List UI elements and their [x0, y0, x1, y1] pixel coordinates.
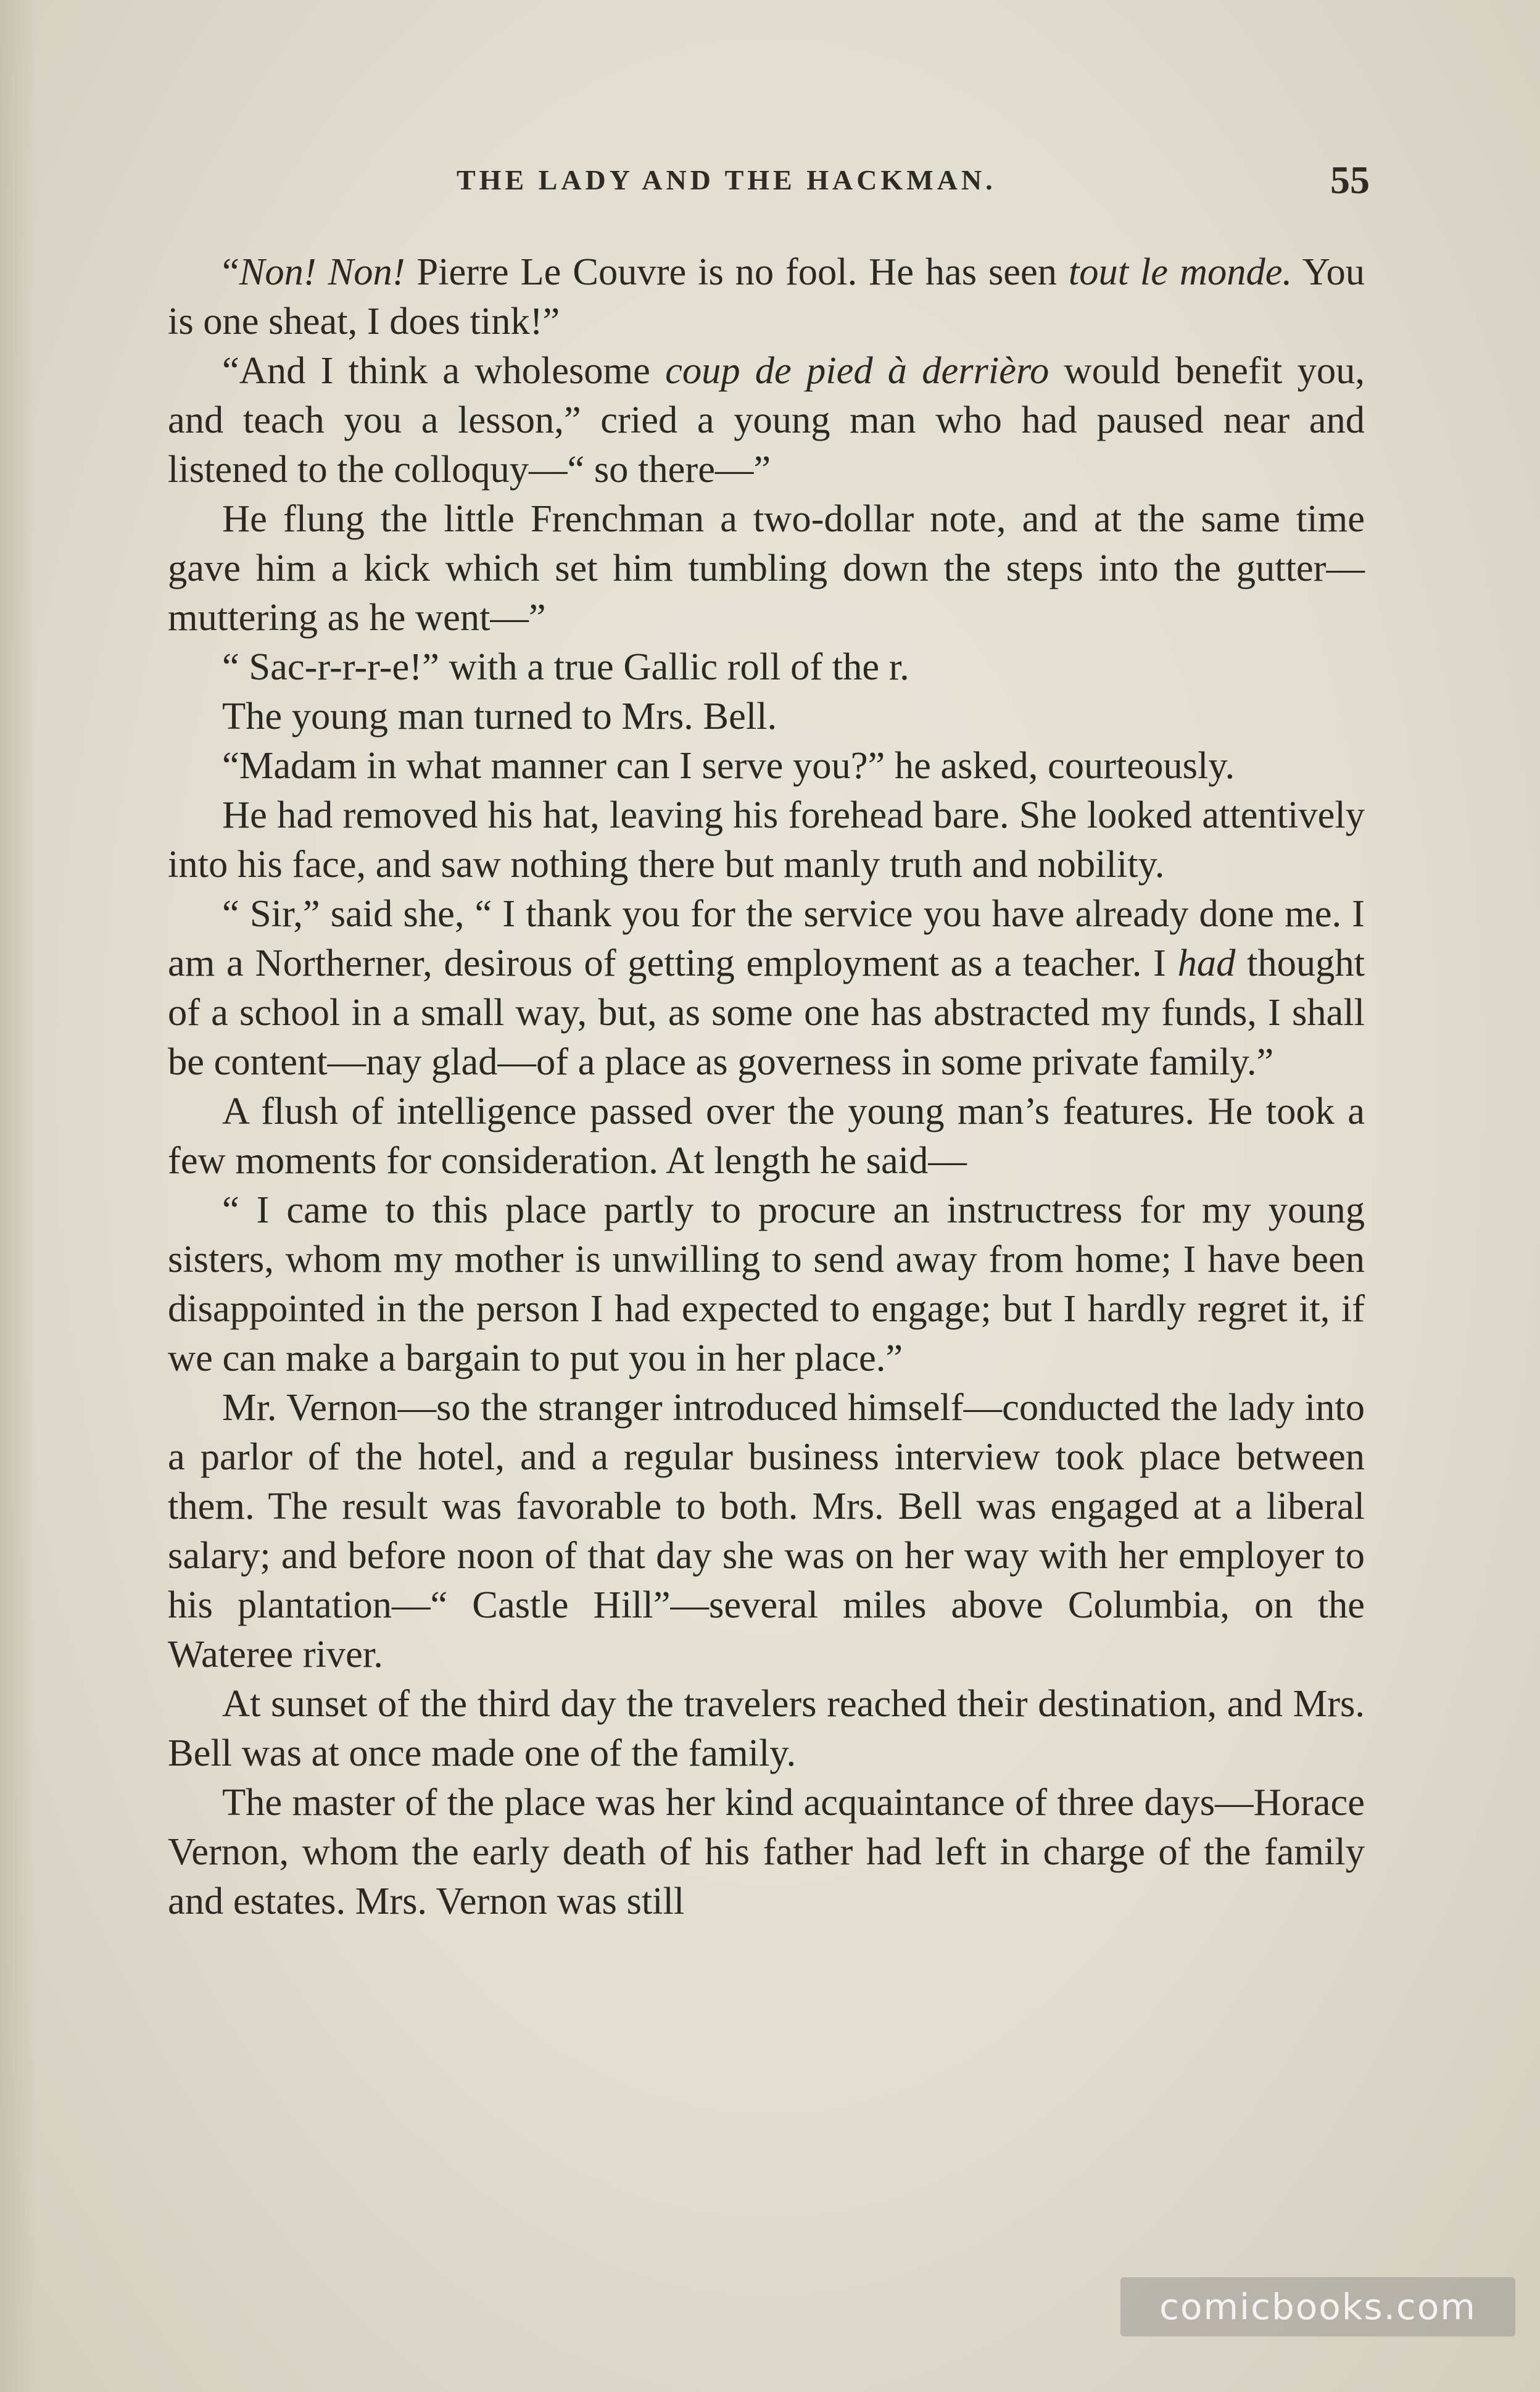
paragraph	[168, 247, 1365, 346]
watermark: comicbooks.com	[1120, 2277, 1515, 2336]
text-run: thought of a school in a small way, but, as some one has abstracted my funds, I shall be content—nay glad—of a place as governess in some private family.”	[168, 941, 1365, 1083]
text-run: “ Sir,” said she, “ I thank you for the service you have already done me. I am a Northerner, desirous of getting employment as a teacher. I	[168, 892, 1365, 984]
text-run: “	[222, 250, 239, 293]
italic-text: tout le monde.	[1068, 250, 1293, 293]
paragraph: The young man turned to Mrs. Bell.	[222, 694, 777, 737]
italic-text: Non! Non!	[239, 250, 405, 293]
paragraph: At sunset of the third day the travelers reached their destination, and Mrs. Bell was at once made one of the family.	[168, 1682, 1365, 1774]
paragraph: He had removed his hat, leaving his forehead bare. She looked attentively into his face, and saw nothing there but manly truth and nobility.	[168, 793, 1365, 886]
paragraph: A flush of intelligence passed over the young man’s features. He took a few moments for consideration. At length he said—	[168, 1089, 1365, 1182]
italic-text: had	[1177, 941, 1236, 984]
paragraph	[168, 346, 1365, 494]
paragraph	[168, 889, 1365, 1086]
body-text	[168, 247, 1365, 2246]
running-head: THE LADY AND THE HACKMAN.	[457, 164, 996, 196]
text-run: “And I think a wholesome	[222, 349, 666, 392]
page-edge-shadow	[0, 0, 37, 2392]
italic-text: coup de pied à derrièro	[665, 349, 1049, 392]
paragraph: Mr. Vernon—so the stranger introduced himself—conducted the lady into a parlor of the hotel, and a regular business interview took place between them. The result was favorable to both. Mrs. Bell was engaged at a liberal salary; and before noon of that day she was on her way with her employer to his plantation—“ Castle Hill”—several miles above Columbia, on the Wateree river.	[168, 1385, 1365, 1676]
paragraph: The master of the place was her kind acquaintance of three days—Horace Vernon, whom the early death of his father had left in charge of the family and estates. Mrs. Vernon was still	[168, 1780, 1365, 1922]
paragraph: “ I came to this place partly to procure an instructress for my young sisters, whom my mother is unwilling to send away from home; I have been disappointed in the person I had expected to engage; but I hardly regret it, if we can make a bargain to put you in her place.”	[168, 1188, 1365, 1379]
paragraph: “ Sac-r-r-r-e!” with a true Gallic roll of the r.	[222, 645, 909, 688]
text-run: You is one sheat, I does tink!”	[168, 250, 1365, 343]
page-header	[173, 157, 1382, 207]
text-run: Pierre Le Couvre is no fool. He has seen	[405, 250, 1069, 293]
page-number: 55	[1330, 158, 1370, 202]
paragraph: He flung the little Frenchman a two-dollar note, and at the same time gave him a kick which set him tumbling down the steps into the gutter—muttering as he went—”	[168, 497, 1365, 639]
paragraph: “Madam in what manner can I serve you?” he asked, courteously.	[222, 744, 1235, 787]
text-run: would benefit you, and teach you a lesson,” cried a young man who had paused near and listened to the colloquy—“ so there—”	[168, 349, 1365, 491]
